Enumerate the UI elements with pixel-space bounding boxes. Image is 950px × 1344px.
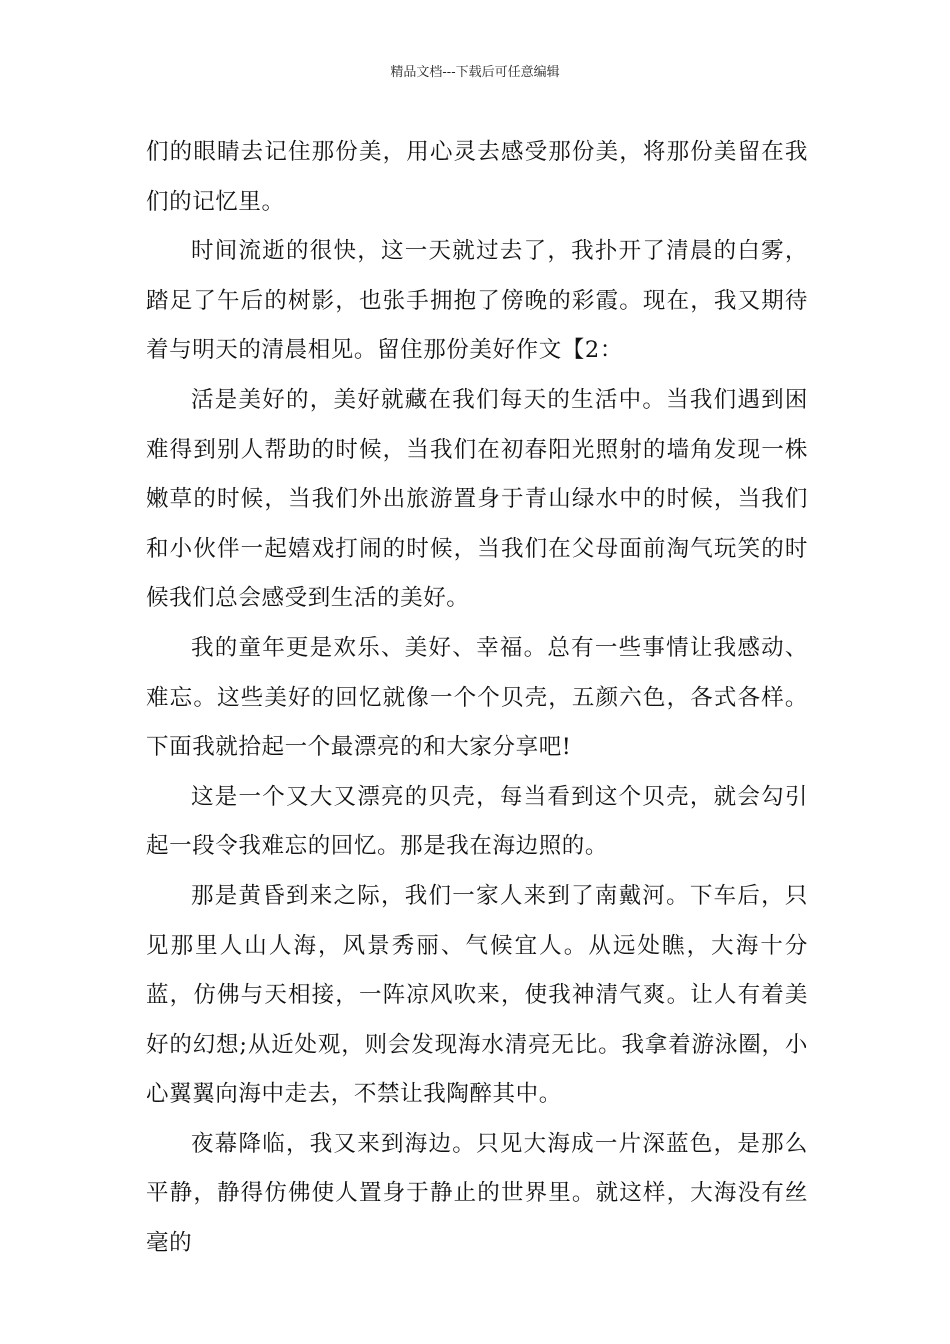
paragraph-7: 夜幕降临，我又来到海边。只见大海成一片深蓝色，是那么平静，静得仿佛使人置身于静止的世界里。就这样，大海没有丝毫的 [146, 1130, 808, 1257]
paragraph-2: 时间流逝的很快，这一天就过去了，我扑开了清晨的白雾，踏足了午后的树影，也张手拥抱了傍晚的彩霞。现在，我又期待着与明天的清晨相见。留住那份美好作文【2： [146, 238, 808, 364]
paragraph-6: 那是黄昏到来之际，我们一家人来到了南戴河。下车后，只见那里人山人海，风景秀丽、气候宜人。从远处瞧，大海十分蓝，仿佛与天相接，一阵凉风吹来，使我神清气爽。让人有着美好的幻想;从近处观，则会发现海水清亮无比。我拿着游泳圈，小心翼翼向海中走去，不禁让我陶醉其中。 [146, 882, 808, 1108]
paragraph-3: 活是美好的，美好就藏在我们每天的生活中。当我们遇到困难得到别人帮助的时候，当我们在初春阳光照射的墙角发现一株嫩草的时候，当我们外出旅游置身于青山绿水中的时候，当我们和小伙伴一起嬉戏打闹的时候，当我们在父母面前淘气玩笑的时候我们总会感受到生活的美好。 [146, 386, 808, 612]
paragraph-5: 这是一个又大又漂亮的贝壳，每当看到这个贝壳，就会勾引起一段令我难忘的回忆。那是我在海边照的。 [146, 783, 808, 860]
page-header: 精品文档---下载后可任意编辑 [390, 65, 560, 80]
paragraph-1: 们的眼睛去记住那份美，用心灵去感受那份美，将那份美留在我们的记忆里。 [146, 139, 808, 215]
document-body [146, 128, 808, 1269]
paragraph-4: 我的童年更是欢乐、美好、幸福。总有一些事情让我感动、难忘。这些美好的回忆就像一个个贝壳，五颜六色，各式各样。下面我就拾起一个最漂亮的和大家分享吧! [146, 634, 808, 761]
